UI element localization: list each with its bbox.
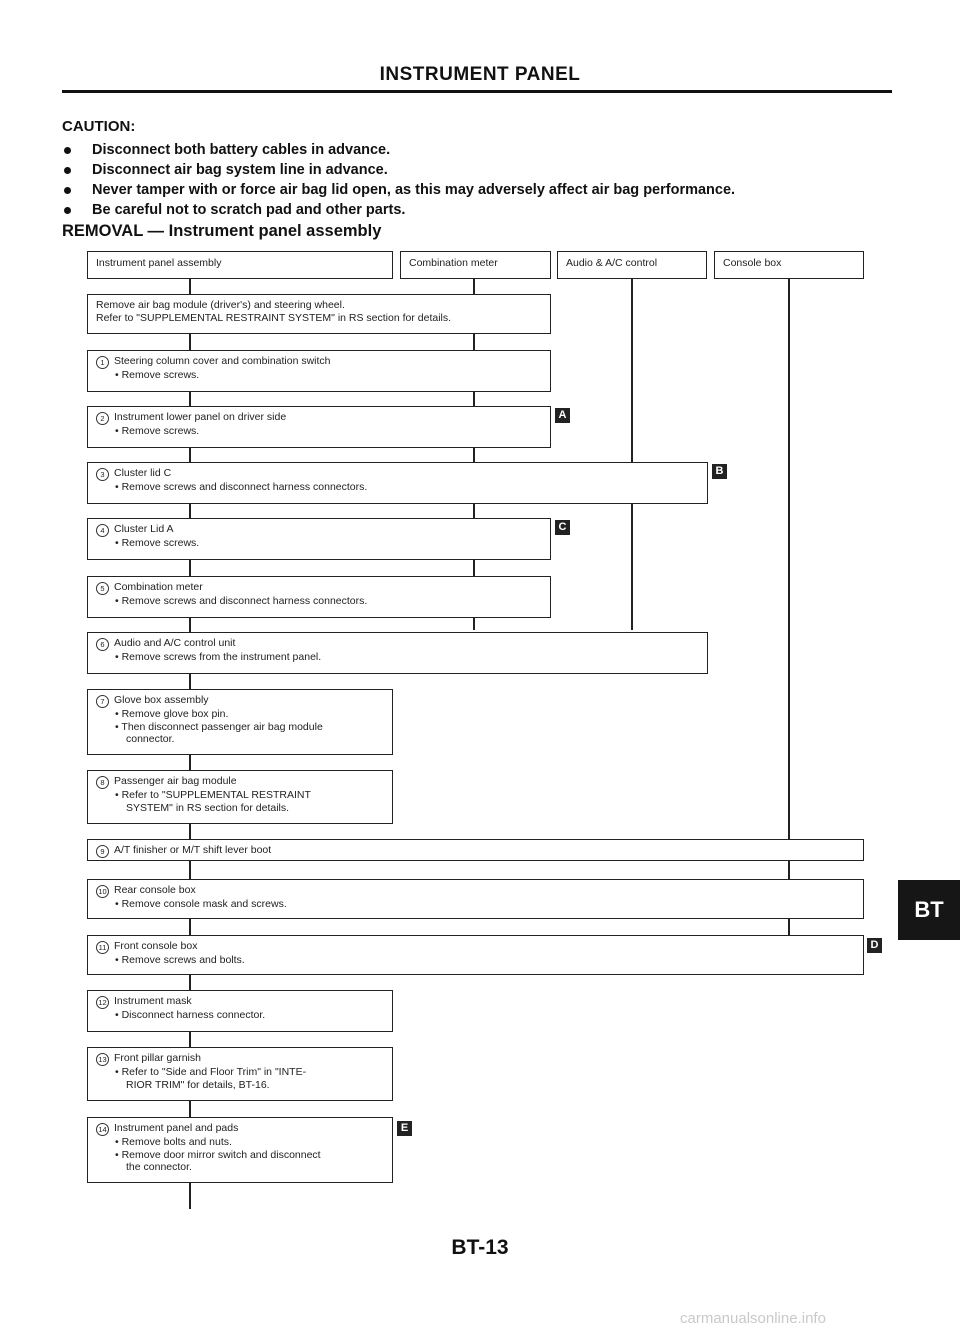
reference-tag-e: E [397,1121,412,1136]
step-box: 6 Audio and A/C control unit • Remove screws from the instrument panel. [87,632,708,674]
header-audio-ac: Audio & A/C control [557,251,707,279]
step-box: 12 Instrument mask • Disconnect harness connector. [87,990,393,1032]
page-number: BT-13 [451,1236,509,1259]
step-number: 14 [96,1123,109,1136]
step-box: 7 Glove box assembly • Remove glove box pin. • Then disconnect passenger air bag module connector. [87,689,393,755]
step-title: Audio and A/C control unit [114,637,236,649]
step-box: 14 Instrument panel and pads • Remove bolts and nuts. • Remove door mirror switch and disconnect the connector. [87,1117,393,1183]
header-console-box: Console box [714,251,864,279]
step-title: Front pillar garnish [114,1052,201,1064]
step-box: 13 Front pillar garnish • Refer to "Side and Floor Trim" in "INTE- RIOR TRIM" for details, BT-16. [87,1047,393,1101]
step-title: Instrument panel and pads [114,1122,239,1134]
step-number: 10 [96,885,109,898]
step-number: 2 [96,412,109,425]
header-instrument-panel: Instrument panel assembly [87,251,393,279]
step-box: 10 Rear console box • Remove console mask and screws. [87,879,864,919]
step-title: Cluster lid C [114,467,172,479]
step-number: 13 [96,1053,109,1066]
step-box: 1 Steering column cover and combination switch • Remove screws. [87,350,551,392]
step-box [87,839,864,861]
step-box: 5 Combination meter • Remove screws and disconnect harness connectors. [87,576,551,618]
step-number: 9 [96,845,109,858]
step-title: Combination meter [114,581,203,593]
footer-watermark: carmanualsonline.info [680,1310,826,1327]
caution-list [62,140,892,220]
page-title: INSTRUMENT PANEL [379,64,581,85]
reference-tag-a: A [555,408,570,423]
step-title: Instrument lower panel on driver side [114,411,287,423]
header-combination-meter: Combination meter [400,251,551,279]
step-number: 1 [96,356,109,369]
connector-line [631,279,633,630]
reference-tag-b: B [712,464,727,479]
step-title: Instrument mask [114,995,192,1007]
caution-item: Never tamper with or force air bag lid open, as this may adversely affect air bag performance. [62,180,892,200]
step-title: Cluster Lid A [114,523,174,535]
step-title: Passenger air bag module [114,775,237,787]
step-title: Rear console box [114,884,196,896]
step-number: 5 [96,582,109,595]
step-box: 8 Passenger air bag module • Refer to "SUPPLEMENTAL RESTRAINT SYSTEM" in RS section for details. [87,770,393,824]
step-title: Steering column cover and combination switch [114,355,331,367]
step-number: 11 [96,941,109,954]
caution-item: Disconnect air bag system line in advance. [62,160,892,180]
caution-heading: CAUTION: [62,118,136,135]
reference-tag-d: D [867,938,882,953]
step-box: 2 Instrument lower panel on driver side • Remove screws. [87,406,551,448]
step-number: 3 [96,468,109,481]
caution-item: Disconnect both battery cables in advance. [62,140,892,160]
caution-item: Be careful not to scratch pad and other parts. [62,200,892,220]
step-box: 4 Cluster Lid A • Remove screws. [87,518,551,560]
step-number: 4 [96,524,109,537]
step-number: 8 [96,776,109,789]
step-number: 12 [96,996,109,1009]
step-number: 6 [96,638,109,651]
step-title: Front console box [114,940,198,952]
section-tab: BT [898,880,960,940]
step-box: 3 Cluster lid C • Remove screws and disconnect harness connectors. [87,462,708,504]
section-heading: REMOVAL — Instrument panel assembly [62,222,382,240]
step-number: 7 [96,695,109,708]
step-title: A/T finisher or M/T shift lever boot [114,844,272,856]
step-title: Glove box assembly [114,694,209,706]
prestep-box: Remove air bag module (driver's) and steering wheel. Refer to "SUPPLEMENTAL RESTRAINT SYSTEM" in RS section for details. [87,294,551,334]
reference-tag-c: C [555,520,570,535]
step-box: 11 Front console box • Remove screws and bolts. [87,935,864,975]
title-rule [62,90,892,93]
